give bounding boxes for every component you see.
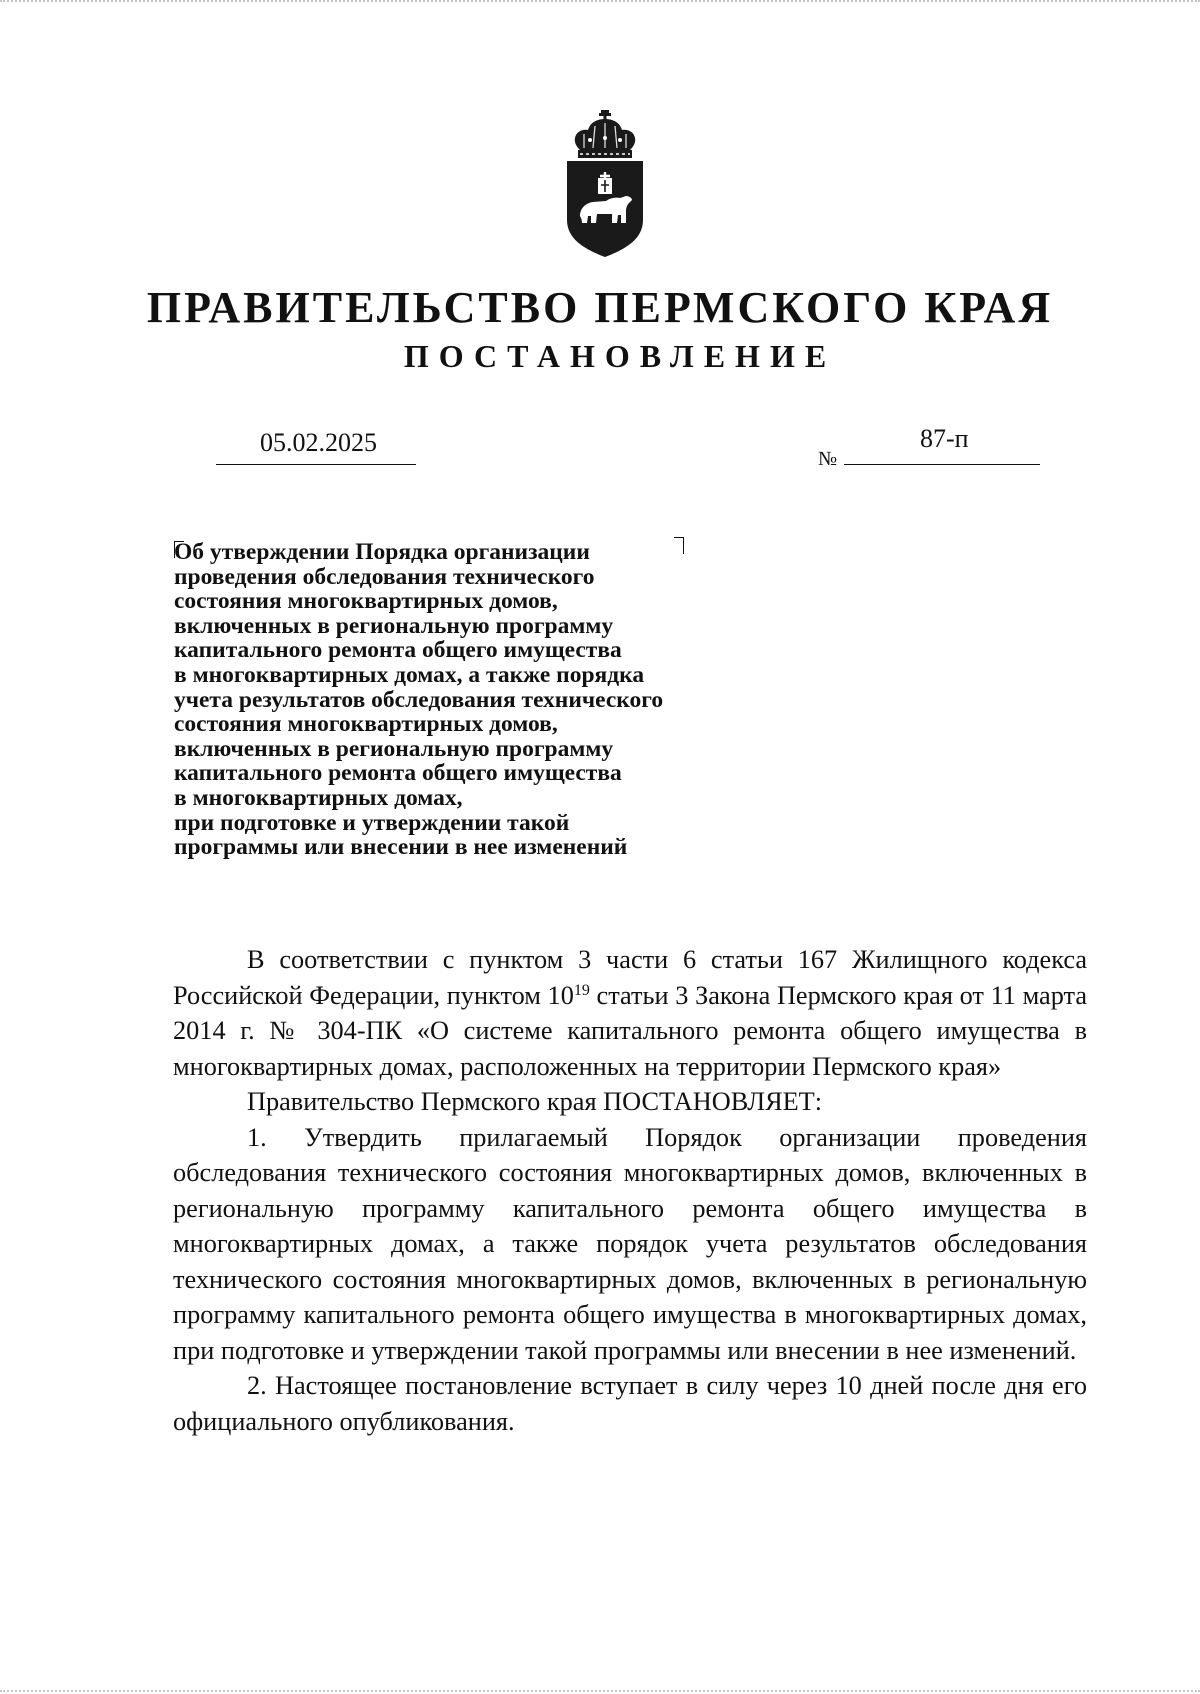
bottom-scan-border [0,1690,1200,1692]
subject-line: Об утверждении Порядка организации [174,539,590,565]
document-type: ПОСТАНОВЛЕНИЕ [403,338,837,374]
subject-line: в многоквартирных домах, а также порядка [174,661,645,688]
subject-line: учета результатов обследования технического [174,686,664,713]
coat-of-arms-icon [560,110,650,262]
number-underline [844,464,1040,465]
gospel-cross-icon [598,172,612,194]
document-subject [174,540,814,860]
organization-title: ПРАВИТЕЛЬСТВО ПЕРМСКОГО КРАЯ [146,283,1054,332]
item-1-paragraph: 1. Утвердить прилагаемый Порядок организации проведения обследования технического состояния многоквартирных домов, включенных в региональную программу капитального ремонта общего имущества в многоквартирных домах, а также порядок учета результатов обследования технического состояния многоквартирных домов, включенных в региональную программу капитального ремонта общего имущества в многоквартирных домах, при подготовке и утверждении такой программы или внесении в нее изменений. [173,1122,1087,1365]
preamble-superscript: 19 [573,981,590,999]
subject-line: капитального ремонта общего имущества [174,760,622,787]
subject-line: программы или внесении в нее изменений [174,834,628,861]
subject-line: состояния многоквартирных домов, [174,711,558,738]
preamble-text-part1: В соответствии с пунктом 3 части 6 статьи 167 Жилищного кодекса Российской Федерации, пунктом 10 [173,945,1087,1010]
document-number: 87-п [920,424,969,453]
preamble-text-part2: статьи 3 Закона Пермского края от 11 марта 2014 г. № 304-ПК «О системе капитального ремонта общего имущества в многоквартирных домах, расположенных на территории Пермского края» [173,980,1087,1081]
subject-line: проведения обследования технического [174,563,595,590]
subject-line: капитального ремонта общего имущества [174,637,622,664]
subject-line: при подготовке и утверждении такой [174,809,570,836]
item-2-paragraph: 2. Настоящее постановление вступает в силу через 10 дней после дня его официального опубликования. [173,1371,1087,1436]
preamble-paragraph [173,942,1087,1084]
document-date: 05.02.2025 [260,428,377,457]
subject-line: в многоквартирных домах, [174,784,463,811]
subject-line: включенных в региональную программу [174,612,614,639]
date-field [216,428,416,468]
subject-line: включенных в региональную программу [174,735,614,762]
resolves-paragraph: Правительство Пермского края ПОСТАНОВЛЯЕТ: [247,1087,823,1116]
date-underline [216,464,416,465]
subject-line: состояния многоквартирных домов, [174,588,558,615]
crown-icon [575,110,635,158]
number-field [818,424,1042,470]
document-body [173,942,1087,1439]
number-sign: № [818,448,838,470]
top-scan-border [0,0,1200,2]
